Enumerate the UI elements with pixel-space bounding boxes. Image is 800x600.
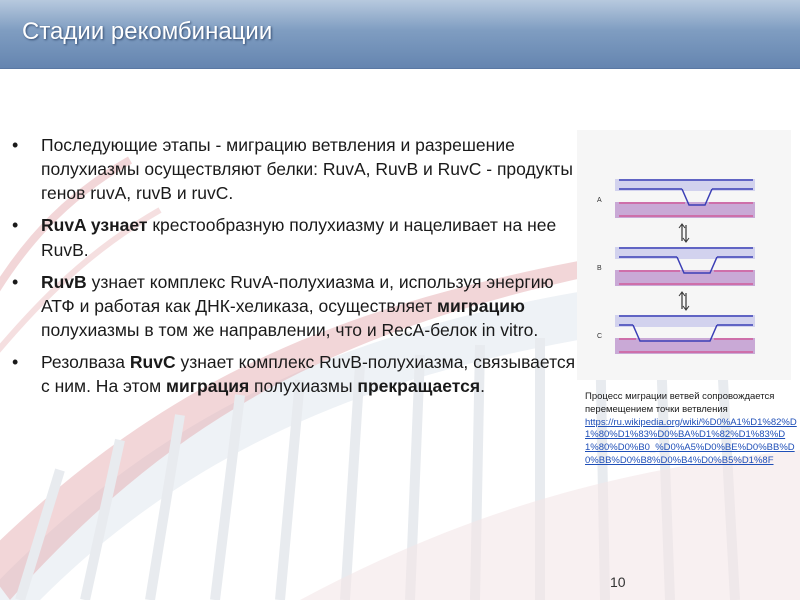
branch-migration-figure bbox=[577, 130, 791, 380]
slide-title: Стадии рекомбинации bbox=[22, 18, 273, 45]
caption-text: Процесс миграции ветвей сопровождается перемещением точки ветвления bbox=[585, 391, 775, 415]
bullet-item bbox=[12, 213, 577, 261]
bullet-text: крестообразную полухиазму и нацеливает на нее RuvB. bbox=[41, 215, 557, 260]
bullet-item bbox=[12, 350, 577, 398]
bullet-text-bold: RuvA узнает bbox=[41, 215, 148, 236]
bullet-text: полухиазмы bbox=[249, 376, 358, 397]
bullet-text-bold: миграцию bbox=[437, 295, 525, 316]
bullet-text-bold: RuvB bbox=[41, 271, 87, 292]
bullet-text: Резолваза bbox=[41, 352, 130, 373]
page-number: 10 bbox=[610, 574, 626, 590]
bullet-text-bold: миграция bbox=[166, 376, 250, 397]
bullet-item bbox=[12, 133, 577, 205]
bullet-text: узнает комплекс RuvA-полухиазма и, используя энергию АТФ и работая как ДНК-хеликаза, осуществляет bbox=[41, 271, 554, 316]
figure-caption bbox=[585, 391, 797, 468]
bullet-text: . bbox=[480, 376, 485, 397]
panel-label-b: B bbox=[597, 265, 602, 272]
bullet-list bbox=[12, 133, 577, 406]
bullet-item bbox=[12, 270, 577, 342]
panel-label-a: A bbox=[597, 197, 602, 204]
bullet-text: Последующие этапы - миграцию ветвления и разрешение полухиазмы осуществляют белки: RuvA, RuvB и RuvC - продукты генов ruvA, ruvB и ruvC. bbox=[41, 135, 573, 204]
bullet-text-bold: прекращается bbox=[357, 376, 481, 397]
source-link[interactable]: https://ru.wikipedia.org/wiki/%D0%A1%D1%82%D1%80%D1%83%D0%BA%D1%82%D1%83%D1%80%D0%B0_%D0%A5%D0%BE%D0%BB%D0%BB%D0%B8%D0%B4%D0%B5%D1%8F bbox=[585, 416, 797, 467]
panel-label-c: C bbox=[597, 333, 603, 340]
bullet-text-bold: RuvC bbox=[129, 352, 176, 373]
bullet-text: полухиазмы в том же направлении, что и RecA-белок in vitro. bbox=[41, 319, 539, 340]
bullet-text: узнает комплекс RuvB-полухиазма, связывается с ним. На этом bbox=[41, 352, 576, 397]
slide-header bbox=[0, 0, 800, 69]
